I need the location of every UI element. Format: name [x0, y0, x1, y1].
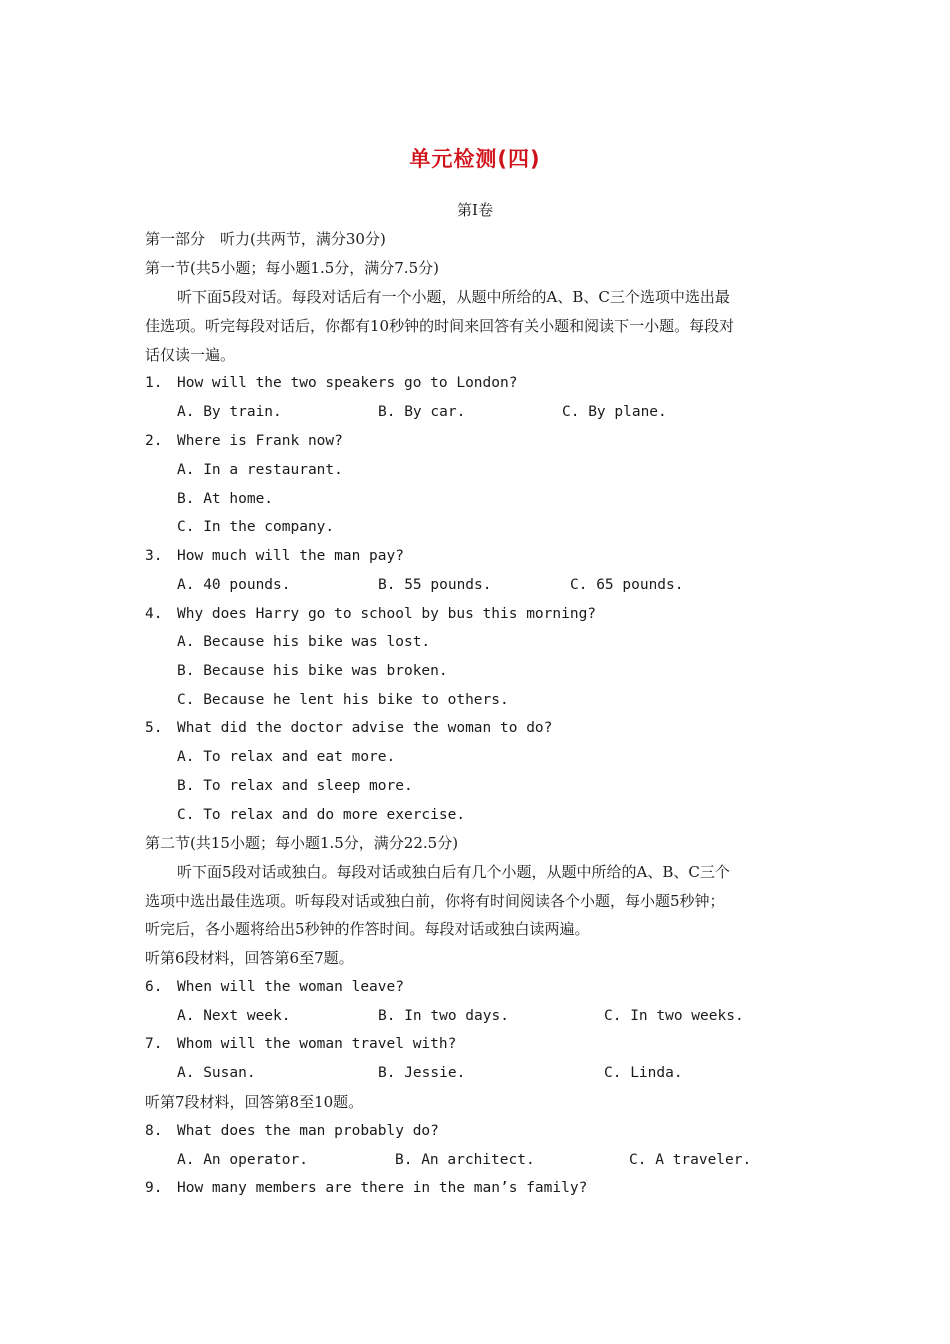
- option-a: A. In a restaurant.: [177, 462, 343, 478]
- option-b: B. To relax and sleep more.: [177, 778, 413, 794]
- question-text: Whom will the woman travel with?: [177, 1036, 457, 1052]
- question-text: When will the woman leave?: [177, 979, 404, 995]
- option-b: B. In two days.: [378, 1008, 509, 1024]
- section1-heading: 第一节(共5小题；每小题1.5分，满分7.5分): [145, 259, 439, 277]
- option-c: C. In the company.: [177, 519, 335, 535]
- question-number: 4.: [145, 606, 163, 622]
- section1-instructions-line: 佳选项。听完每段对话后，你都有10秒钟的时间来回答有关小题和阅读下一小题。每段对: [145, 317, 735, 335]
- option-c: C. To relax and do more exercise.: [177, 807, 466, 823]
- question-number: 1.: [145, 375, 163, 391]
- option-c: C. In two weeks.: [604, 1008, 744, 1024]
- part-heading: 第一部分 听力(共两节，满分30分): [145, 230, 386, 248]
- option-c: C. Linda.: [604, 1065, 683, 1081]
- question-text: What did the doctor advise the woman to do?: [177, 720, 553, 736]
- section2-instructions-line: 听完后，各小题将给出5秒钟的作答时间。每段对话或独白读两遍。: [145, 920, 590, 938]
- option-a: A. An operator.: [177, 1152, 308, 1168]
- page-title: 单元检测(四): [409, 147, 541, 171]
- question-number: 5.: [145, 720, 163, 736]
- option-b: B. An architect.: [395, 1152, 535, 1168]
- section2-instructions-line: 听下面5段对话或独白。每段对话或独白后有几个小题，从题中所给的A、B、C三个: [177, 863, 730, 881]
- material-6-heading: 听第6段材料，回答第6至7题。: [145, 949, 354, 967]
- option-a: A. 40 pounds.: [177, 577, 291, 593]
- option-c: C. By plane.: [562, 404, 667, 420]
- option-b: B. Jessie.: [378, 1065, 466, 1081]
- option-c: C. 65 pounds.: [570, 577, 684, 593]
- section1-instructions-line: 听下面5段对话。每段对话后有一个小题，从题中所给的A、B、C三个选项中选出最: [177, 288, 730, 306]
- question-number: 2.: [145, 433, 163, 449]
- option-b: B. 55 pounds.: [378, 577, 492, 593]
- question-text: Why does Harry go to school by bus this morning?: [177, 606, 597, 622]
- question-number: 6.: [145, 979, 163, 995]
- option-a: A. By train.: [177, 404, 282, 420]
- question-number: 7.: [145, 1036, 163, 1052]
- question-number: 9.: [145, 1180, 163, 1196]
- option-a: A. Susan.: [177, 1065, 256, 1081]
- material-7-heading: 听第7段材料，回答第8至10题。: [145, 1093, 364, 1111]
- question-text: Where is Frank now?: [177, 433, 343, 449]
- section2-heading: 第二节(共15小题；每小题1.5分，满分22.5分): [145, 834, 459, 852]
- option-c: C. Because he lent his bike to others.: [177, 692, 509, 708]
- section2-instructions-line: 选项中选出最佳选项。听每段对话或独白前，你将有时间阅读各个小题，每小题5秒钟；: [145, 892, 725, 910]
- option-b: B. At home.: [177, 491, 274, 507]
- volume-heading: 第Ⅰ卷: [457, 201, 493, 219]
- question-text: How many members are there in the man’s family?: [177, 1180, 588, 1196]
- option-b: B. Because his bike was broken.: [177, 663, 448, 679]
- question-text: How will the two speakers go to London?: [177, 375, 518, 391]
- option-c: C. A traveler.: [629, 1152, 752, 1168]
- option-a: A. To relax and eat more.: [177, 749, 396, 765]
- option-a: A. Next week.: [177, 1008, 291, 1024]
- question-number: 8.: [145, 1123, 163, 1139]
- question-number: 3.: [145, 548, 163, 564]
- question-text: What does the man probably do?: [177, 1123, 439, 1139]
- option-a: A. Because his bike was lost.: [177, 634, 431, 650]
- question-text: How much will the man pay?: [177, 548, 404, 564]
- option-b: B. By car.: [378, 404, 466, 420]
- section1-instructions-line: 话仅读一遍。: [145, 346, 236, 364]
